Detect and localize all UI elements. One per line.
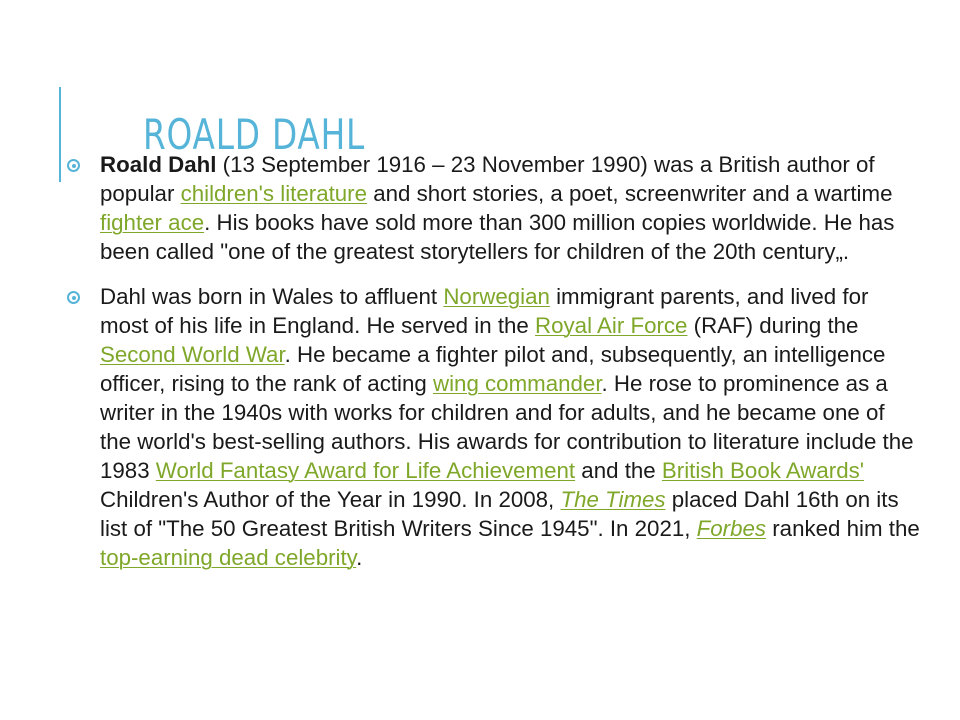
- text-run: (13 September 1916 – 23 November 1990) was a British author of popular: [100, 152, 875, 206]
- link-second-world-war[interactable]: Second World War: [100, 342, 285, 367]
- text-run: . His books have sold more than 300 million copies worldwide. He has been called "one of the greatest storytellers for children of the 20th century„.: [100, 210, 895, 264]
- text-run: . He rose to prominence as a writer in the 1940s with works for children and for adults, and he became one of the world's best-selling authors. His awards for contribution to literature include the 1983: [100, 371, 914, 483]
- text-run: Dahl was born in Wales to affluent: [100, 284, 444, 309]
- text-run: ranked him the: [766, 516, 920, 541]
- bullet-biography: [60, 282, 920, 572]
- text-run: .: [356, 545, 363, 570]
- slide-content: [60, 150, 920, 572]
- bullet-intro-text: [100, 150, 920, 266]
- link-fighter-ace[interactable]: fighter ace: [100, 210, 205, 235]
- link-royal-air-force[interactable]: Royal Air Force: [535, 313, 688, 338]
- text-run: and the: [575, 458, 662, 483]
- link-the-times[interactable]: The Times: [560, 487, 666, 512]
- circle-bullet-icon: [67, 291, 80, 304]
- bullet-biography-text: [100, 282, 920, 572]
- text-run: . He became a fighter pilot and, subsequently, an intelligence officer, rising to the rank of acting: [100, 342, 886, 396]
- text-run: (RAF) during the: [687, 313, 859, 338]
- link-british-book-awards[interactable]: British Book Awards': [661, 458, 865, 483]
- circle-bullet-icon: [67, 159, 80, 172]
- link-world-fantasy-award[interactable]: World Fantasy Award for Life Achievement: [155, 458, 576, 483]
- slide-title: ROALD DAHL: [143, 110, 366, 159]
- subject-name: Roald Dahl: [100, 152, 217, 177]
- text-run: and short stories, a poet, screenwriter and a wartime: [367, 181, 893, 206]
- link-childrens-literature[interactable]: children's literature: [180, 181, 368, 206]
- text-run: Children's Author of the Year in 1990. In 2008,: [100, 487, 561, 512]
- link-top-earning-dead-celebrity[interactable]: top-earning dead celebrity: [100, 545, 357, 570]
- link-wing-commander[interactable]: wing commander: [432, 371, 602, 396]
- link-forbes[interactable]: Forbes: [696, 516, 767, 541]
- bullet-intro: [60, 150, 920, 266]
- link-norwegian[interactable]: Norwegian: [443, 284, 550, 309]
- text-run: immigrant parents, and lived for most of his life in England. He served in the: [100, 284, 869, 338]
- text-run: placed Dahl 16th on its list of "The 50 Greatest British Writers Since 1945". In 2021,: [100, 487, 899, 541]
